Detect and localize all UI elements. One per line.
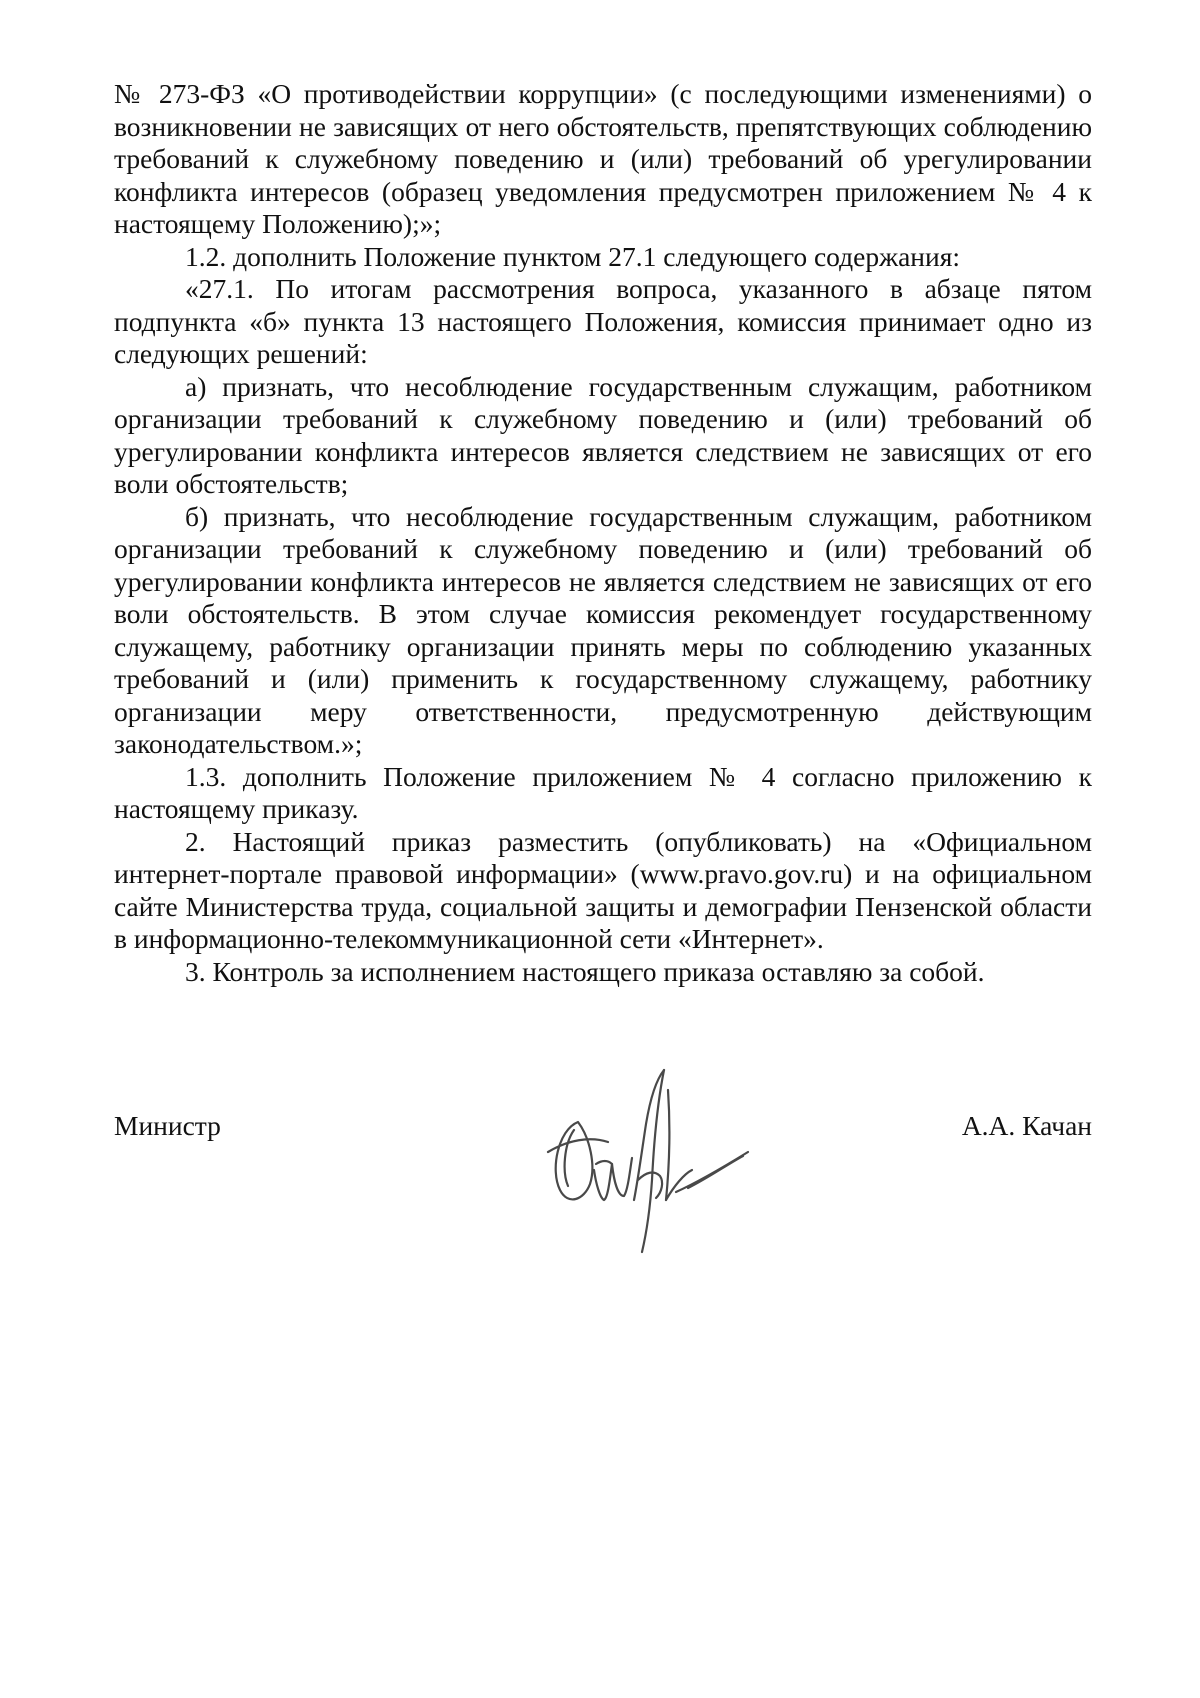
paragraph-3-control: 3. Контроль за исполнением настоящего приказа оставляю за собой. — [185, 955, 985, 987]
paragraph-decision-a: а) признать, что несоблюдение государственным служащим, работником организации требований к служебному поведению и (или) требований об урегулировании конфликта интересов является следствием не зависящих от его воли обстоятельств; — [114, 370, 1092, 499]
paragraph-2-publication: 2. Настоящий приказ разместить (опубликовать) на «Официальном интернет-портале правовой информации» (www.pravo.gov.ru) и на официальном сайте Министерства труда, социальной защиты и демографии Пензенской области в информационно-телекоммуникационной сети «Интернет». — [114, 825, 1092, 954]
signatory-title: Министр — [114, 1110, 221, 1141]
paragraph-decision-b: б) признать, что несоблюдение государственным служащим, работником организации требований к служебному поведению и (или) требований об урегулировании конфликта интересов не является следствием не зависящих от его воли обстоятельств. В этом случае комиссия рекомендует государственному служащему, работнику организации принять меры по соблюдению указанных требований и (или) применить к государственному служащему, работнику организации меру ответственности, предусмотренную действующим законодательством.»; — [114, 500, 1092, 759]
paragraph-law-reference: № 273-ФЗ «О противодействии коррупции» (с последующими изменениями) о возникновении не зависящих от него обстоятельств, препятствующих соблюдению требований к служебному поведению и (или) требований об урегулировании конфликта интересов (образец уведомления предусмотрен приложением № 4 к настоящему Положению);»; — [114, 78, 1092, 239]
document-body — [114, 78, 1092, 988]
signatory-name: А.А. Качан — [961, 1110, 1092, 1141]
paragraph-1-3: 1.3. дополнить Положение приложением № 4 согласно приложению к настоящему приказу. — [114, 760, 1092, 824]
paragraph-27-1: «27.1. По итогам рассмотрения вопроса, указанного в абзаце пятом подпункта «б» пункта 13 настоящего Положения, комиссия принимает одно из следующих решений: — [114, 273, 1092, 369]
handwritten-signature — [538, 1060, 758, 1260]
paragraph-1-2: 1.2. дополнить Положение пунктом 27.1 следующего содержания: — [185, 240, 960, 272]
